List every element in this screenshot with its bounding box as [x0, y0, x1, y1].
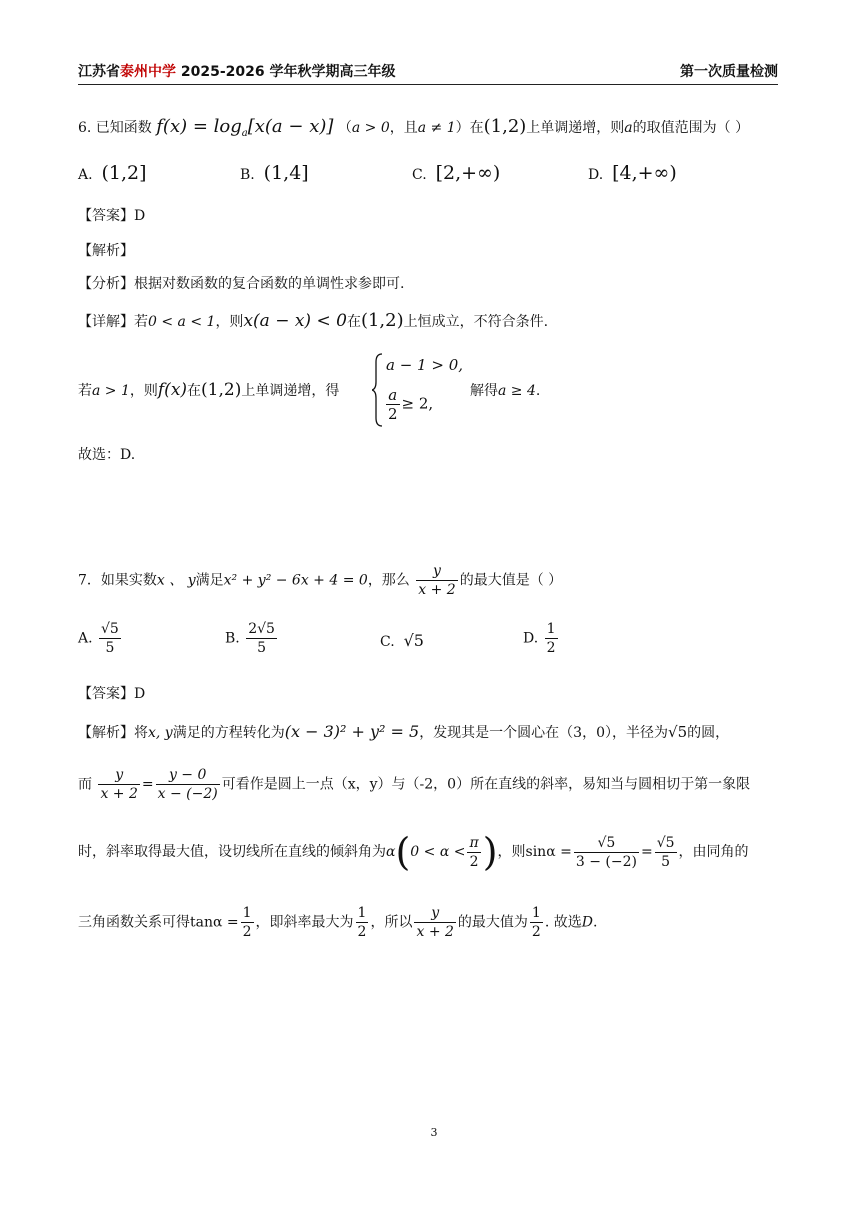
q6-log-argument: [x(a − x)] — [247, 116, 334, 137]
frac-den: 2 — [546, 640, 556, 656]
p4-max-slope: ，即斜率最大为 — [255, 914, 354, 931]
p3-fraction-1 — [574, 834, 639, 871]
q7-answer: 【答案】D — [78, 686, 146, 702]
q7-option-c — [380, 631, 424, 650]
q6-fenxi: 【分析】根据对数函数的复合函数的单调性求参即可. — [78, 276, 405, 292]
q7-vars: x 、 y — [156, 572, 196, 589]
q6-case — [78, 380, 339, 400]
page-header — [78, 62, 778, 85]
q7-option-b — [225, 620, 279, 657]
solve-period: . — [535, 383, 541, 399]
header-province: 江苏省 — [78, 64, 120, 80]
frac-den: 2 — [357, 924, 367, 940]
header-exam-title: 第一次质量检测 — [680, 64, 778, 80]
page-number: 3 — [430, 1126, 438, 1139]
q7-then: ，那么 — [367, 572, 410, 589]
q6-option-a — [78, 162, 147, 184]
q6-function: f(x) = log — [156, 116, 242, 137]
p4-half-2 — [356, 904, 369, 941]
q7-option-d — [523, 620, 560, 657]
frac-den: 5 — [257, 640, 267, 656]
q7-analysis-line-3 — [78, 830, 749, 874]
frac-den: 2 — [531, 924, 541, 940]
p4-choice: D — [581, 914, 593, 931]
q6-equation-system — [372, 352, 464, 428]
a-over-2 — [386, 386, 400, 423]
header-school-name: 泰州中学 — [120, 64, 176, 80]
q6-option-b — [240, 162, 309, 184]
p4-fraction — [414, 904, 455, 941]
case-if: 若 — [78, 383, 92, 399]
frac-num: √5 — [101, 621, 119, 637]
q6-stem-text: 6. 已知函数 — [78, 120, 152, 136]
frac-num: a — [386, 386, 400, 405]
case-increasing: 上单调递增，得 — [241, 383, 340, 399]
frac-den: 2 — [242, 924, 252, 940]
q6-condition-1: a > 0 — [351, 120, 390, 136]
p2-fraction-1 — [98, 766, 139, 803]
q6-increasing: 上单调递增，则 — [526, 120, 625, 136]
p3-range: 0 < α < — [410, 844, 466, 860]
p2-fraction-2 — [156, 766, 220, 803]
q7-analysis-line-4 — [78, 904, 597, 941]
left-paren-icon: ( — [395, 830, 411, 874]
q7-analysis-line-2 — [78, 766, 750, 803]
case-then: ，则 — [129, 383, 158, 399]
p3-sin: sinα = — [525, 844, 572, 860]
detail-condition: 0 < a < 1 — [148, 314, 216, 330]
p3-end: ，由同角的 — [678, 844, 749, 860]
q6-log-base: a — [241, 127, 248, 139]
p4-so: ，所以 — [370, 914, 413, 931]
option-label: C. — [412, 167, 427, 183]
case-function: f(x) — [157, 380, 188, 400]
frac-num: 2√5 — [248, 621, 275, 637]
frac-num: y — [414, 904, 455, 923]
header-school — [78, 61, 396, 81]
detail-text: 【详解】若 — [78, 314, 148, 330]
p3-pi-over-2 — [467, 834, 480, 871]
p3-alpha: α — [386, 844, 396, 860]
p3-text: 时，斜率取得最大值，设切线所在直线的倾斜角为 — [78, 844, 386, 860]
q6-option-d — [588, 162, 677, 184]
right-paren-icon: ) — [482, 830, 498, 874]
p2-slope-text: 可看作是圆上一点（x，y）与（-2，0）所在直线的斜率，易知当与圆相切于第一象限 — [221, 776, 751, 793]
q7-stem — [78, 562, 562, 599]
system-line-1: a − 1 > 0, — [386, 356, 464, 374]
frac-num: √5 — [574, 834, 639, 853]
frac-den: x + 2 — [418, 582, 456, 598]
system-line-2 — [384, 386, 433, 423]
frac-den: x + 2 — [416, 924, 454, 940]
p2-equals: = — [141, 776, 154, 793]
option-value: (1,2] — [101, 162, 147, 184]
q6-choose: 故选：D. — [78, 447, 136, 463]
frac-num: 1 — [546, 621, 556, 637]
frac-den: 3 − (−2) — [575, 853, 637, 870]
option-label: D. — [523, 630, 539, 647]
frac-den: x + 2 — [100, 786, 138, 802]
frac-num: y — [98, 766, 139, 785]
q6-answer: 【答案】D — [78, 208, 146, 224]
p4-tan: tanα = — [190, 914, 239, 931]
q6-analysis-title: 【解析】 — [78, 243, 134, 259]
option-label: A. — [78, 167, 93, 183]
q6-option-c — [412, 162, 500, 184]
option-label: C. — [380, 634, 395, 650]
p1-text: 【解析】将 — [78, 725, 148, 741]
q7-ask: 的最大值是（ ） — [459, 572, 563, 589]
frac-num: 1 — [357, 905, 367, 921]
q7-option-a — [78, 620, 123, 657]
q6-paren-open: （ — [337, 120, 352, 136]
option-value: √5 — [403, 631, 424, 650]
solve-result: a ≥ 4 — [498, 383, 536, 399]
p1-radius: √5 — [668, 723, 688, 741]
p4-text: 三角函数关系可得 — [78, 914, 190, 931]
frac-den: 5 — [661, 853, 671, 870]
header-term: 2025-2026 学年秋学期高三年级 — [176, 64, 396, 80]
frac-num: √5 — [656, 834, 675, 851]
option-fraction — [99, 620, 121, 657]
frac-num: 1 — [531, 905, 541, 921]
q6-condition-2: a ≠ 1 — [417, 120, 456, 136]
q6-and: ，且 — [389, 120, 418, 136]
detail-expression: x(a − x) < 0 — [243, 311, 347, 331]
q6-ask: 的取值范围为（ ） — [632, 120, 750, 136]
p2-text: 而 — [78, 776, 92, 793]
p3-equals: = — [640, 844, 653, 860]
option-label: D. — [588, 167, 604, 183]
frac-num: π — [469, 834, 479, 851]
p1-end: 的圆， — [687, 725, 730, 741]
p1-convert: 满足的方程转化为 — [172, 725, 285, 741]
option-label: A. — [78, 630, 93, 647]
p4-choose: . 故选 — [544, 914, 582, 931]
option-label: B. — [225, 630, 240, 647]
option-fraction — [545, 620, 558, 657]
q6-detail — [78, 310, 548, 331]
frac-den: 2 — [388, 405, 398, 423]
left-brace-icon — [372, 352, 384, 428]
p3-then: ，则 — [497, 844, 526, 860]
detail-interval: (1,2) — [360, 310, 404, 331]
detail-conclusion: 上恒成立，不符合条件. — [403, 314, 549, 330]
q6-solve — [470, 380, 540, 400]
q6-interval: (1,2) — [483, 116, 527, 137]
frac-num: y — [416, 562, 457, 581]
frac-den: 2 — [469, 853, 479, 870]
option-value: (1,4] — [263, 162, 309, 184]
option-label: B. — [240, 167, 255, 183]
option-value: [2,+∞) — [435, 162, 501, 184]
detail-then: ，则 — [215, 314, 244, 330]
p3-fraction-2 — [655, 834, 677, 871]
p1-vars: x, y — [148, 725, 173, 741]
detail-in: 在 — [346, 314, 361, 330]
q6-var-a: a — [624, 120, 633, 136]
q6-stem — [78, 116, 749, 139]
p4-half-3 — [530, 904, 543, 941]
system-ineq: ≥ 2, — [401, 394, 434, 413]
case-condition: a > 1 — [92, 383, 130, 399]
option-value: [4,+∞) — [612, 162, 677, 184]
frac-num: y − 0 — [156, 766, 220, 785]
option-fraction — [246, 620, 277, 657]
case-in: 在 — [187, 383, 202, 399]
frac-den: x − (−2) — [157, 786, 218, 802]
p4-max-value: 的最大值为 — [457, 914, 528, 931]
case-interval: (1,2) — [201, 380, 242, 400]
frac-num: 1 — [242, 905, 252, 921]
q7-equation: x² + y² − 6x + 4 = 0 — [223, 572, 368, 589]
q7-analysis-line-1 — [78, 722, 729, 742]
q7-stem-text: 7．如果实数 — [78, 572, 157, 589]
solve-text: 解得 — [470, 383, 498, 399]
p4-half-1 — [241, 904, 254, 941]
p1-circle-equation: (x − 3)² + y² = 5 — [284, 722, 420, 741]
frac-den: 5 — [105, 640, 115, 656]
q7-fraction — [416, 562, 457, 599]
q7-satisfy: 满足 — [195, 572, 224, 589]
p1-center: ，发现其是一个圆心在（3，0），半径为 — [419, 725, 669, 741]
q6-in: ）在 — [455, 120, 484, 136]
p4-period: . — [592, 914, 598, 931]
